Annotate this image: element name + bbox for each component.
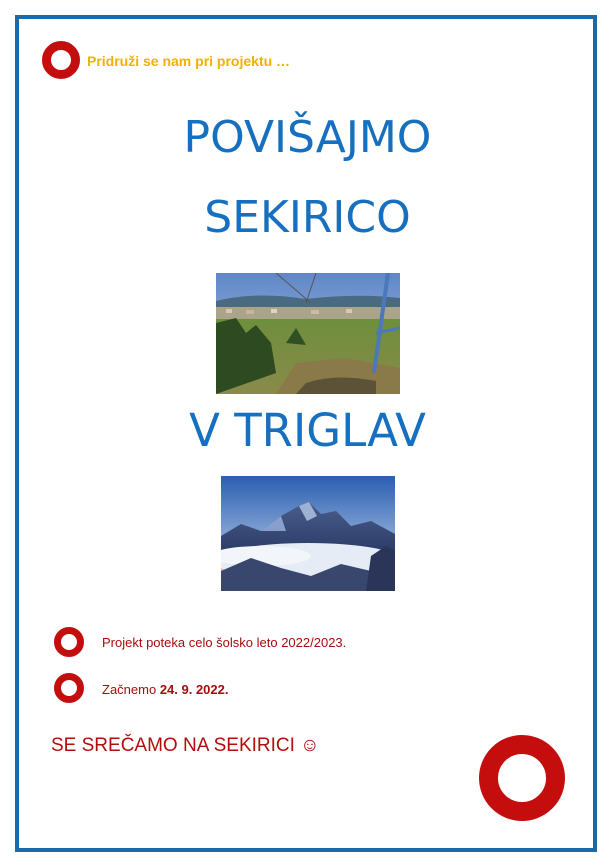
large-red-ring-icon <box>479 735 565 821</box>
tagline: Pridruži se nam pri projektu … <box>87 53 291 69</box>
red-ring-bullet-icon <box>54 673 84 703</box>
sekirica-photo <box>216 273 400 394</box>
start-prefix: Začnemo <box>102 682 160 697</box>
title-line-3: V TRIGLAV <box>189 404 426 457</box>
red-ring-bullet-icon <box>54 627 84 657</box>
project-duration-text: Projekt poteka celo šolsko leto 2022/2023. <box>102 635 347 650</box>
start-date: 24. 9. 2022. <box>159 682 229 697</box>
closing-message: SE SREČAMO NA SEKIRICI ☺ <box>51 735 320 756</box>
start-date-text <box>102 682 228 697</box>
title-line-2: SEKIRICO <box>204 192 411 243</box>
triglav-photo <box>221 476 395 591</box>
red-ring-icon <box>42 41 80 79</box>
title-line-1: POVIŠAJMO <box>183 112 432 163</box>
